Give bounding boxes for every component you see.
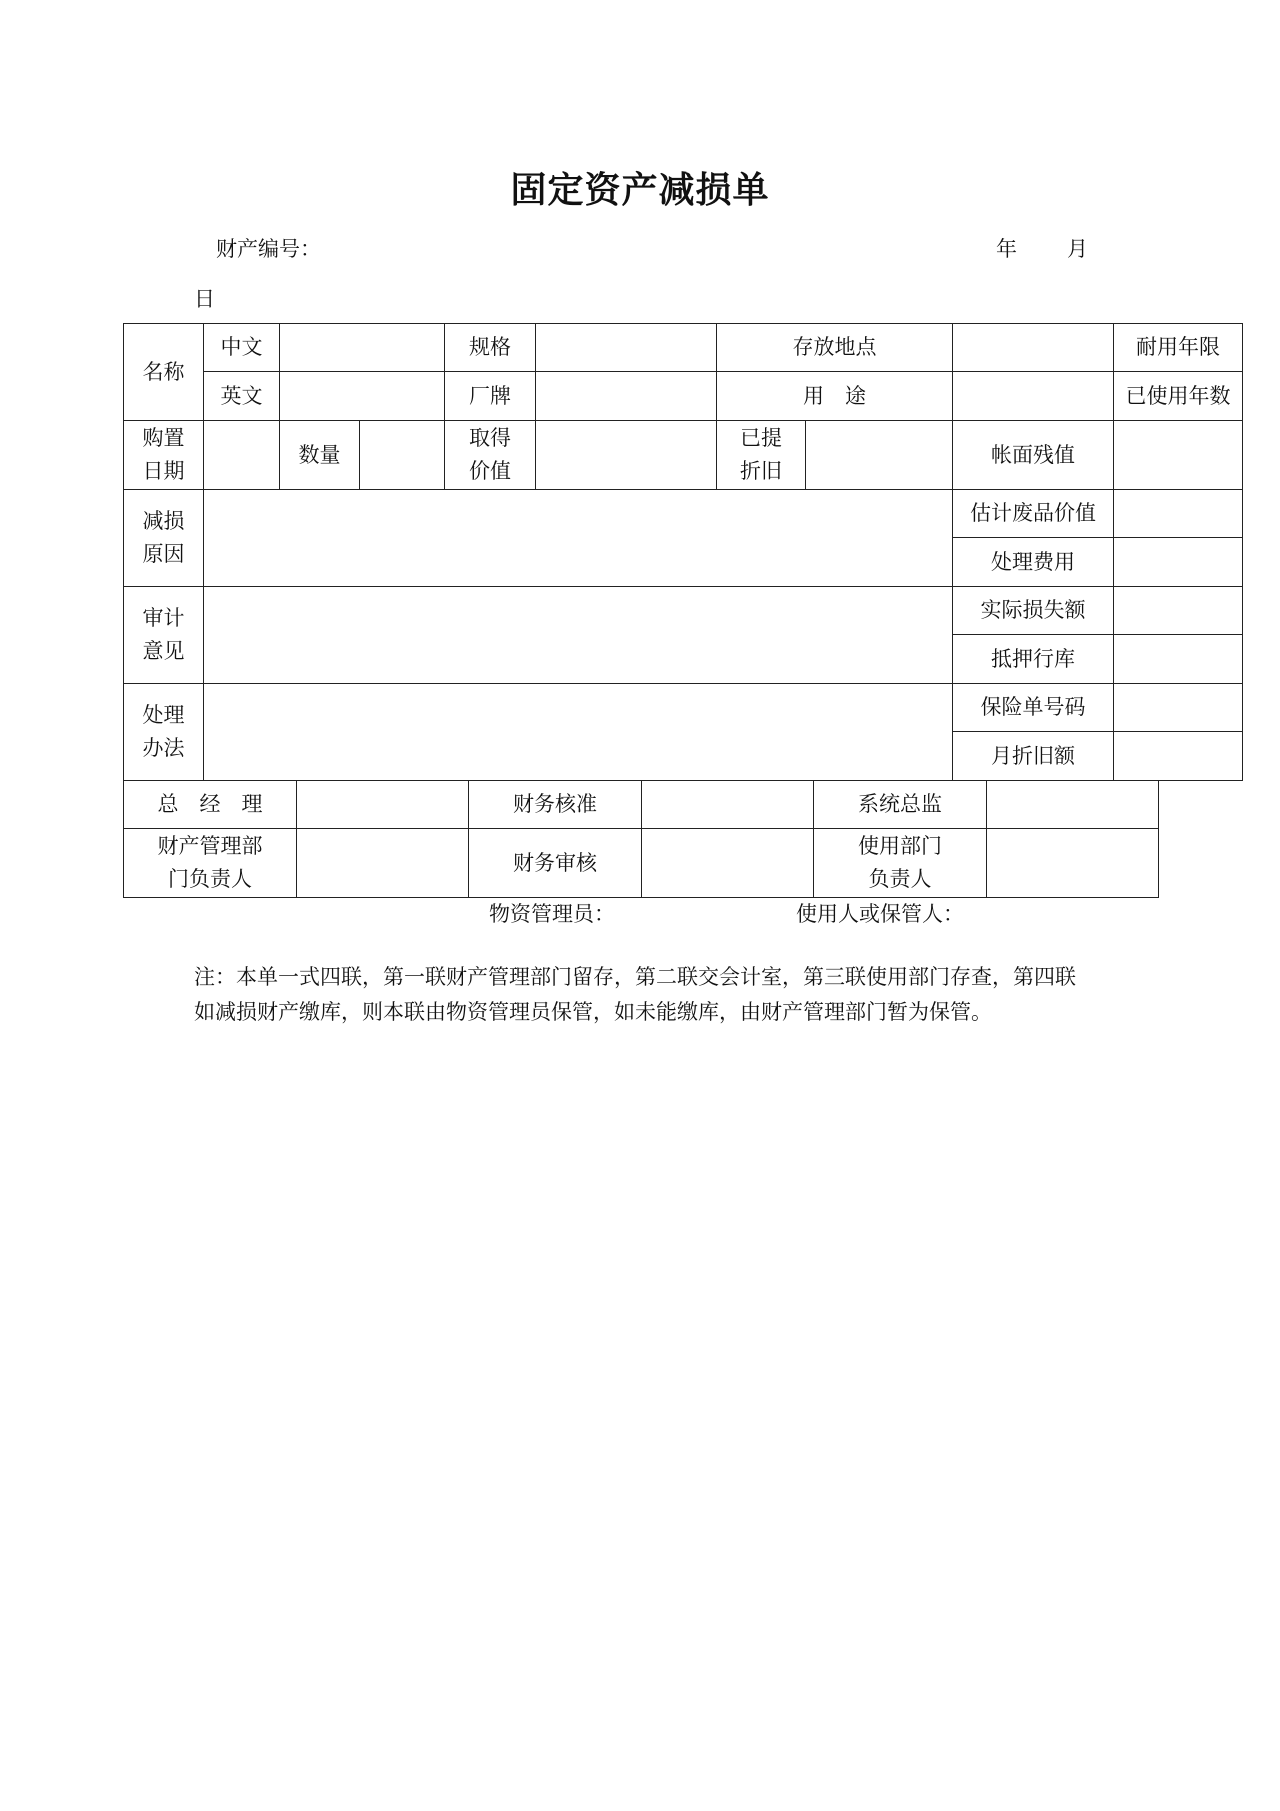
loss-reason-text: 减损原因 bbox=[142, 509, 185, 566]
asset-table bbox=[123, 323, 1243, 781]
audit-text: 审计意见 bbox=[142, 606, 185, 663]
english-label: 英文 bbox=[204, 372, 280, 421]
gm-label: 总 经 理 bbox=[124, 781, 297, 829]
purchase-date-label bbox=[124, 421, 204, 490]
use-dept-text: 使用部门负责人 bbox=[858, 834, 942, 891]
book-value-label: 帐面残值 bbox=[953, 421, 1114, 490]
month-label: 月 bbox=[1067, 237, 1088, 261]
method-text: 处理办法 bbox=[142, 703, 185, 760]
english-name-cell[interactable] bbox=[280, 372, 445, 421]
audit-cell[interactable] bbox=[204, 587, 953, 684]
finance-approve-label: 财务核准 bbox=[469, 781, 642, 829]
monthly-dep-cell[interactable] bbox=[1114, 732, 1243, 781]
acquire-value-text: 取得价值 bbox=[469, 426, 511, 483]
chinese-name-cell[interactable] bbox=[280, 324, 445, 372]
sys-director-cell[interactable] bbox=[987, 781, 1159, 829]
handling-cost-label: 处理费用 bbox=[953, 538, 1114, 587]
purchase-date-cell[interactable] bbox=[204, 421, 280, 490]
location-cell[interactable] bbox=[953, 324, 1114, 372]
asset-no-label: 财产编号： bbox=[216, 237, 321, 261]
method-label bbox=[124, 684, 204, 781]
finance-approve-cell[interactable] bbox=[642, 781, 814, 829]
loss-reason-label bbox=[124, 490, 204, 587]
scrap-value-cell[interactable] bbox=[1114, 490, 1243, 538]
gm-cell[interactable] bbox=[297, 781, 469, 829]
handling-cost-cell[interactable] bbox=[1114, 538, 1243, 587]
actual-loss-cell[interactable] bbox=[1114, 587, 1243, 635]
name-label: 名称 bbox=[124, 324, 204, 421]
audit-label bbox=[124, 587, 204, 684]
pledge-cell[interactable] bbox=[1114, 635, 1243, 684]
brand-cell[interactable] bbox=[536, 372, 717, 421]
insurance-label: 保险单号码 bbox=[953, 684, 1114, 732]
pledge-label: 抵押行库 bbox=[953, 635, 1114, 684]
user-keeper-label: 使用人或保管人： bbox=[796, 902, 964, 926]
chinese-label: 中文 bbox=[204, 324, 280, 372]
depreciation-label bbox=[717, 421, 806, 490]
brand-label: 厂牌 bbox=[445, 372, 536, 421]
use-dept-label bbox=[814, 829, 987, 898]
page-title: 固定资产减损单 bbox=[510, 170, 770, 211]
method-cell[interactable] bbox=[204, 684, 953, 781]
footer-note: 注：本单一式四联，第一联财产管理部门留存，第二联交会计室，第三联使用部门存查，第四联如减损财产缴库，则本联由物资管理员保管，如未能缴库，由财产管理部门暂为保管。 bbox=[194, 965, 1076, 1024]
acquire-value-label bbox=[445, 421, 536, 490]
finance-review-cell[interactable] bbox=[642, 829, 814, 898]
acquire-value-cell[interactable] bbox=[536, 421, 717, 490]
depreciation-cell[interactable] bbox=[806, 421, 953, 490]
use-dept-cell[interactable] bbox=[987, 829, 1159, 898]
quantity-cell[interactable] bbox=[360, 421, 445, 490]
insurance-cell[interactable] bbox=[1114, 684, 1243, 732]
scrap-value-label: 估计废品价值 bbox=[953, 490, 1114, 538]
spec-cell[interactable] bbox=[536, 324, 717, 372]
used-years-label: 已使用年数 bbox=[1114, 372, 1243, 421]
monthly-dep-label: 月折旧额 bbox=[953, 732, 1114, 781]
loss-reason-cell[interactable] bbox=[204, 490, 953, 587]
asset-dept-cell[interactable] bbox=[297, 829, 469, 898]
year-label: 年 bbox=[996, 237, 1017, 261]
material-keeper-label: 物资管理员： bbox=[489, 902, 615, 926]
depreciation-text: 已提折旧 bbox=[740, 426, 782, 483]
use-label: 用 途 bbox=[717, 372, 953, 421]
quantity-label: 数量 bbox=[280, 421, 360, 490]
use-cell[interactable] bbox=[953, 372, 1114, 421]
spec-label: 规格 bbox=[445, 324, 536, 372]
signature-table bbox=[123, 780, 1159, 898]
actual-loss-label: 实际损失额 bbox=[953, 587, 1114, 635]
purchase-date-text: 购置日期 bbox=[142, 426, 185, 483]
day-label: 日 bbox=[194, 287, 215, 311]
asset-dept-text: 财产管理部门负责人 bbox=[157, 834, 263, 891]
location-label: 存放地点 bbox=[717, 324, 953, 372]
finance-review-label: 财务审核 bbox=[469, 829, 642, 898]
asset-dept-label bbox=[124, 829, 297, 898]
sys-director-label: 系统总监 bbox=[814, 781, 987, 829]
life-label: 耐用年限 bbox=[1114, 324, 1243, 372]
book-value-cell[interactable] bbox=[1114, 421, 1243, 490]
